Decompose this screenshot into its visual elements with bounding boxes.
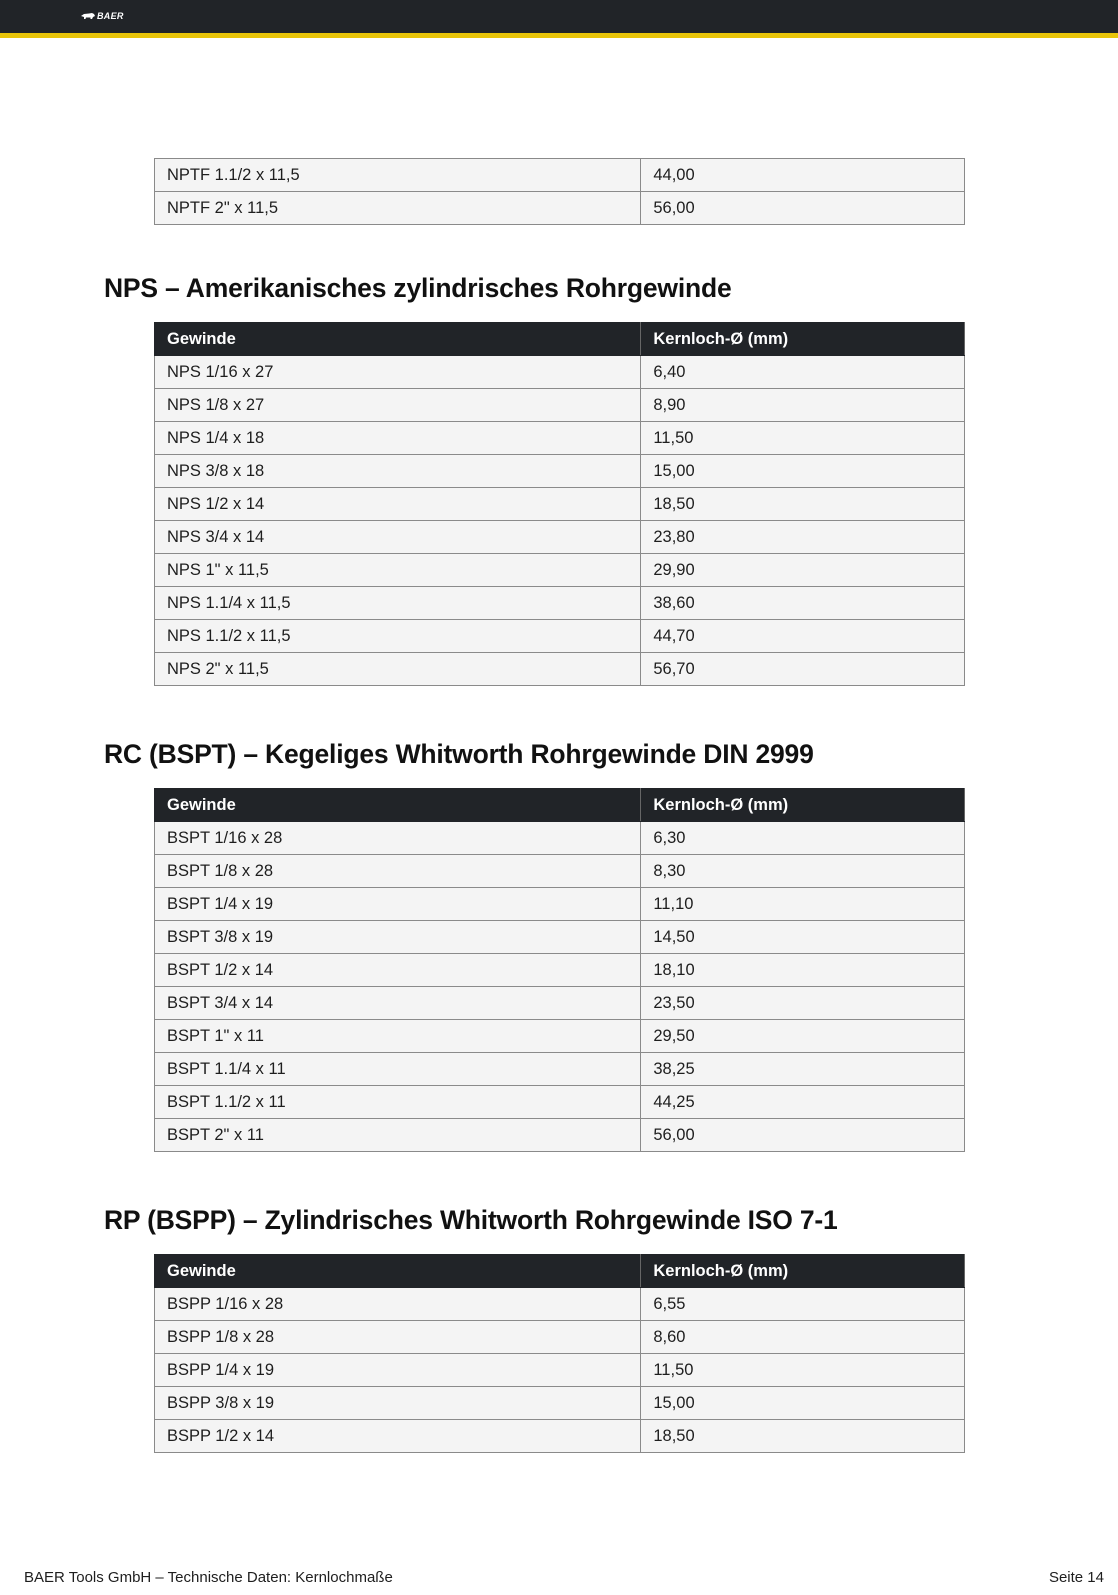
footer-document-title: BAER Tools GmbH – Technische Daten: Kernlochmaße xyxy=(24,1569,393,1586)
table-row xyxy=(155,1354,965,1387)
gewinde-cell: BSPT 2" x 11 xyxy=(155,1119,641,1152)
nps-table xyxy=(154,322,965,686)
column-header-kernloch: Kernloch-Ø (mm) xyxy=(641,1255,965,1288)
kernloch-cell: 29,50 xyxy=(641,1020,965,1053)
table-row xyxy=(155,1020,965,1053)
section-title-bspp: RP (BSPP) – Zylindrisches Whitworth Rohrgewinde ISO 7-1 xyxy=(104,1205,838,1235)
section-title-nps: NPS – Amerikanisches zylindrisches Rohrgewinde xyxy=(104,273,732,303)
kernloch-cell: 18,50 xyxy=(641,488,965,521)
kernloch-cell: 44,00 xyxy=(641,159,965,192)
table-row xyxy=(155,356,965,389)
kernloch-cell: 56,00 xyxy=(641,192,965,225)
kernloch-cell: 56,70 xyxy=(641,653,965,686)
table-row xyxy=(155,1420,965,1453)
table-row xyxy=(155,954,965,987)
gewinde-cell: BSPT 1/2 x 14 xyxy=(155,954,641,987)
kernloch-cell: 6,55 xyxy=(641,1288,965,1321)
kernloch-cell: 6,30 xyxy=(641,822,965,855)
gewinde-cell: BSPT 3/8 x 19 xyxy=(155,921,641,954)
gewinde-cell: NPS 3/8 x 18 xyxy=(155,455,641,488)
table-row xyxy=(155,1387,965,1420)
gewinde-cell: BSPT 1/4 x 19 xyxy=(155,888,641,921)
section-title-bspt: RC (BSPT) – Kegeliges Whitworth Rohrgewinde DIN 2999 xyxy=(104,739,814,769)
gewinde-cell: BSPT 1.1/2 x 11 xyxy=(155,1086,641,1119)
kernloch-cell: 44,70 xyxy=(641,620,965,653)
kernloch-cell: 11,50 xyxy=(641,422,965,455)
column-header-kernloch: Kernloch-Ø (mm) xyxy=(641,323,965,356)
gewinde-cell: NPS 1.1/4 x 11,5 xyxy=(155,587,641,620)
kernloch-cell: 6,40 xyxy=(641,356,965,389)
kernloch-cell: 11,50 xyxy=(641,1354,965,1387)
gewinde-cell: BSPT 1/16 x 28 xyxy=(155,822,641,855)
kernloch-cell: 23,80 xyxy=(641,521,965,554)
kernloch-cell: 15,00 xyxy=(641,1387,965,1420)
table-row xyxy=(155,389,965,422)
footer-page-number: Seite 14 xyxy=(1048,1569,1104,1586)
table-row xyxy=(155,888,965,921)
table-row xyxy=(155,855,965,888)
table-row xyxy=(155,192,965,225)
gewinde-cell: NPS 1" x 11,5 xyxy=(155,554,641,587)
gewinde-cell: BSPP 1/16 x 28 xyxy=(155,1288,641,1321)
table-row xyxy=(155,1119,965,1152)
kernloch-cell: 15,00 xyxy=(641,455,965,488)
brand-logo xyxy=(81,9,124,23)
gewinde-cell: NPS 1/4 x 18 xyxy=(155,422,641,455)
gewinde-cell: BSPT 1.1/4 x 11 xyxy=(155,1053,641,1086)
gewinde-cell: NPS 1/8 x 27 xyxy=(155,389,641,422)
table-row xyxy=(155,822,965,855)
gewinde-cell: NPS 1.1/2 x 11,5 xyxy=(155,620,641,653)
column-header-gewinde: Gewinde xyxy=(155,323,641,356)
gewinde-cell: NPS 2" x 11,5 xyxy=(155,653,641,686)
gewinde-cell: BSPT 1" x 11 xyxy=(155,1020,641,1053)
bspp-table xyxy=(154,1254,965,1453)
table-row xyxy=(155,1288,965,1321)
nptf-table-continued xyxy=(154,158,965,225)
column-header-gewinde: Gewinde xyxy=(155,789,641,822)
table-row xyxy=(155,587,965,620)
kernloch-cell: 8,30 xyxy=(641,855,965,888)
gewinde-cell: BSPT 3/4 x 14 xyxy=(155,987,641,1020)
kernloch-cell: 18,50 xyxy=(641,1420,965,1453)
kernloch-cell: 11,10 xyxy=(641,888,965,921)
kernloch-cell: 38,60 xyxy=(641,587,965,620)
kernloch-cell: 44,25 xyxy=(641,1086,965,1119)
table-row xyxy=(155,620,965,653)
table-row xyxy=(155,422,965,455)
table-row xyxy=(155,455,965,488)
gewinde-cell: NPTF 1.1/2 x 11,5 xyxy=(155,159,641,192)
table-row xyxy=(155,554,965,587)
column-header-gewinde: Gewinde xyxy=(155,1255,641,1288)
gewinde-cell: BSPP 1/4 x 19 xyxy=(155,1354,641,1387)
table-row xyxy=(155,159,965,192)
bear-icon xyxy=(81,12,95,20)
bspt-table xyxy=(154,788,965,1152)
table-header-row xyxy=(155,1255,965,1288)
page-header-bar xyxy=(0,0,1118,33)
kernloch-cell: 14,50 xyxy=(641,921,965,954)
kernloch-cell: 56,00 xyxy=(641,1119,965,1152)
kernloch-cell: 29,90 xyxy=(641,554,965,587)
table-row xyxy=(155,1321,965,1354)
gewinde-cell: NPS 1/2 x 14 xyxy=(155,488,641,521)
table-row xyxy=(155,987,965,1020)
table-header-row xyxy=(155,323,965,356)
header-accent-stripe xyxy=(0,33,1118,38)
gewinde-cell: NPS 3/4 x 14 xyxy=(155,521,641,554)
table-row xyxy=(155,1086,965,1119)
table-header-row xyxy=(155,789,965,822)
table-row xyxy=(155,1053,965,1086)
kernloch-cell: 8,60 xyxy=(641,1321,965,1354)
kernloch-cell: 8,90 xyxy=(641,389,965,422)
table-row xyxy=(155,653,965,686)
gewinde-cell: NPS 1/16 x 27 xyxy=(155,356,641,389)
gewinde-cell: NPTF 2" x 11,5 xyxy=(155,192,641,225)
table-row xyxy=(155,488,965,521)
column-header-kernloch: Kernloch-Ø (mm) xyxy=(641,789,965,822)
kernloch-cell: 18,10 xyxy=(641,954,965,987)
kernloch-cell: 38,25 xyxy=(641,1053,965,1086)
table-row xyxy=(155,521,965,554)
logo-text: BAER xyxy=(97,11,124,21)
gewinde-cell: BSPT 1/8 x 28 xyxy=(155,855,641,888)
table-row xyxy=(155,921,965,954)
kernloch-cell: 23,50 xyxy=(641,987,965,1020)
gewinde-cell: BSPP 3/8 x 19 xyxy=(155,1387,641,1420)
gewinde-cell: BSPP 1/2 x 14 xyxy=(155,1420,641,1453)
gewinde-cell: BSPP 1/8 x 28 xyxy=(155,1321,641,1354)
